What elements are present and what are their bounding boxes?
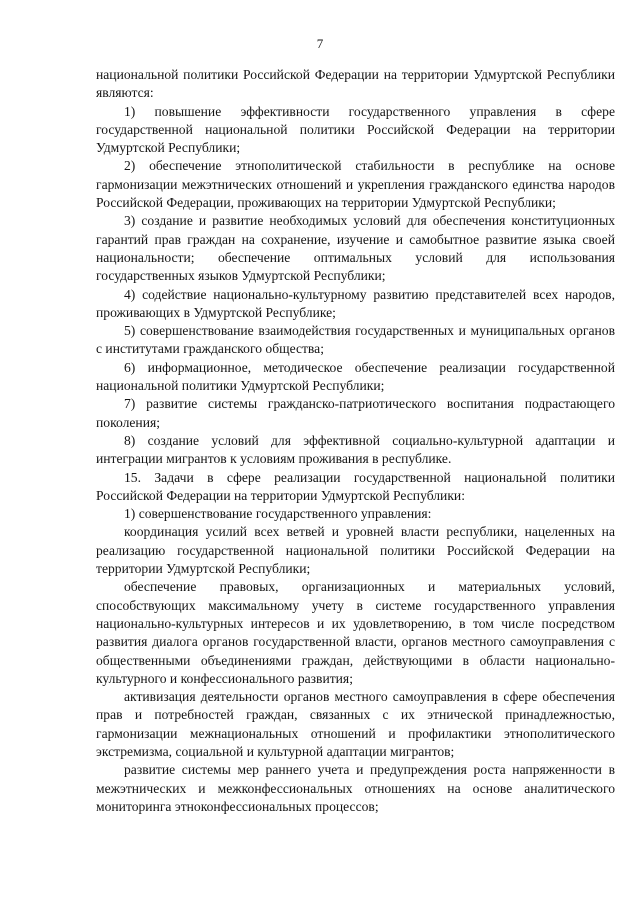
section-15-heading: 15. Задачи в сфере реализации государственной национальной политики Российской Федерации на территории Удмуртской Республики: <box>96 469 615 503</box>
list-item-1: 1) повышение эффективности государственного управления в сфере государственной национальной политики Российской Федерации на территории Удмуртской Республики; <box>96 103 615 156</box>
list-item-2: 2) обеспечение этнополитической стабильности в республике на основе гармонизации межэтнических отношений и укрепления гражданского единства народов Российской Федерации, проживающих на территории Удмуртской Республики; <box>96 158 615 211</box>
page-number: 7 <box>316 36 324 51</box>
task-paragraph: активизация деятельности органов местного самоуправления в сфере обеспечения прав и потребностей граждан, связанных с их этнической принадлежностью, гармонизации межнациональных отношений и профилактики этнополитического экстремизма, социальной и культурной адаптации мигрантов; <box>96 689 615 759</box>
list-item-5: 5) совершенствование взаимодействия государственных и муниципальных органов с институтами гражданского общества; <box>96 323 615 357</box>
task-paragraph: развитие системы мер раннего учета и предупреждения роста напряженности в межэтнических и межконфессиональных отношениях на основе аналитического мониторинга этноконфессиональных процессов; <box>96 762 615 814</box>
list-item-6: 6) информационное, методическое обеспечение реализации государственной национальной политики Удмуртской Республики; <box>96 359 615 394</box>
document-body <box>96 66 615 816</box>
list-item-4: 4) содействие национально-культурному развитию представителей всех народов, проживающих в Удмуртской Республике; <box>96 286 615 320</box>
paragraph-continuation: национальной политики Российской Федерации на территории Удмуртской Республики являются: <box>96 67 615 101</box>
list-item-7: 7) развитие системы гражданско-патриотического воспитания подрастающего поколения; <box>96 396 615 430</box>
task-paragraph: обеспечение правовых, организационных и материальных условий, способствующих максимальному учету в системе государственного управления национально-культурных интересов и их удовлетворению, в том числе посредством развития диалога органов государственной власти, органов местного самоуправления с общественными объединениями граждан, действующими в области национально-культурного и конфессионального развития; <box>96 579 615 686</box>
task-paragraph: координация усилий всех ветвей и уровней власти республики, нацеленных на реализацию государственной национальной политики Российской Федерации на территории Удмуртской Республики; <box>96 524 615 577</box>
list-item-8: 8) создание условий для эффективной социально-культурной адаптации и интеграции мигрантов к условиям проживания в республике. <box>96 432 615 467</box>
list-item-3: 3) создание и развитие необходимых условий для обеспечения конституционных гарантий прав граждан на сохранение, изучение и самобытное развитие языка своей национальности; обеспечение оптимальных условий для использования государственных языков Удмуртской Республики; <box>96 213 615 284</box>
subsection-1-heading: 1) совершенствование государственного управления: <box>124 506 432 522</box>
